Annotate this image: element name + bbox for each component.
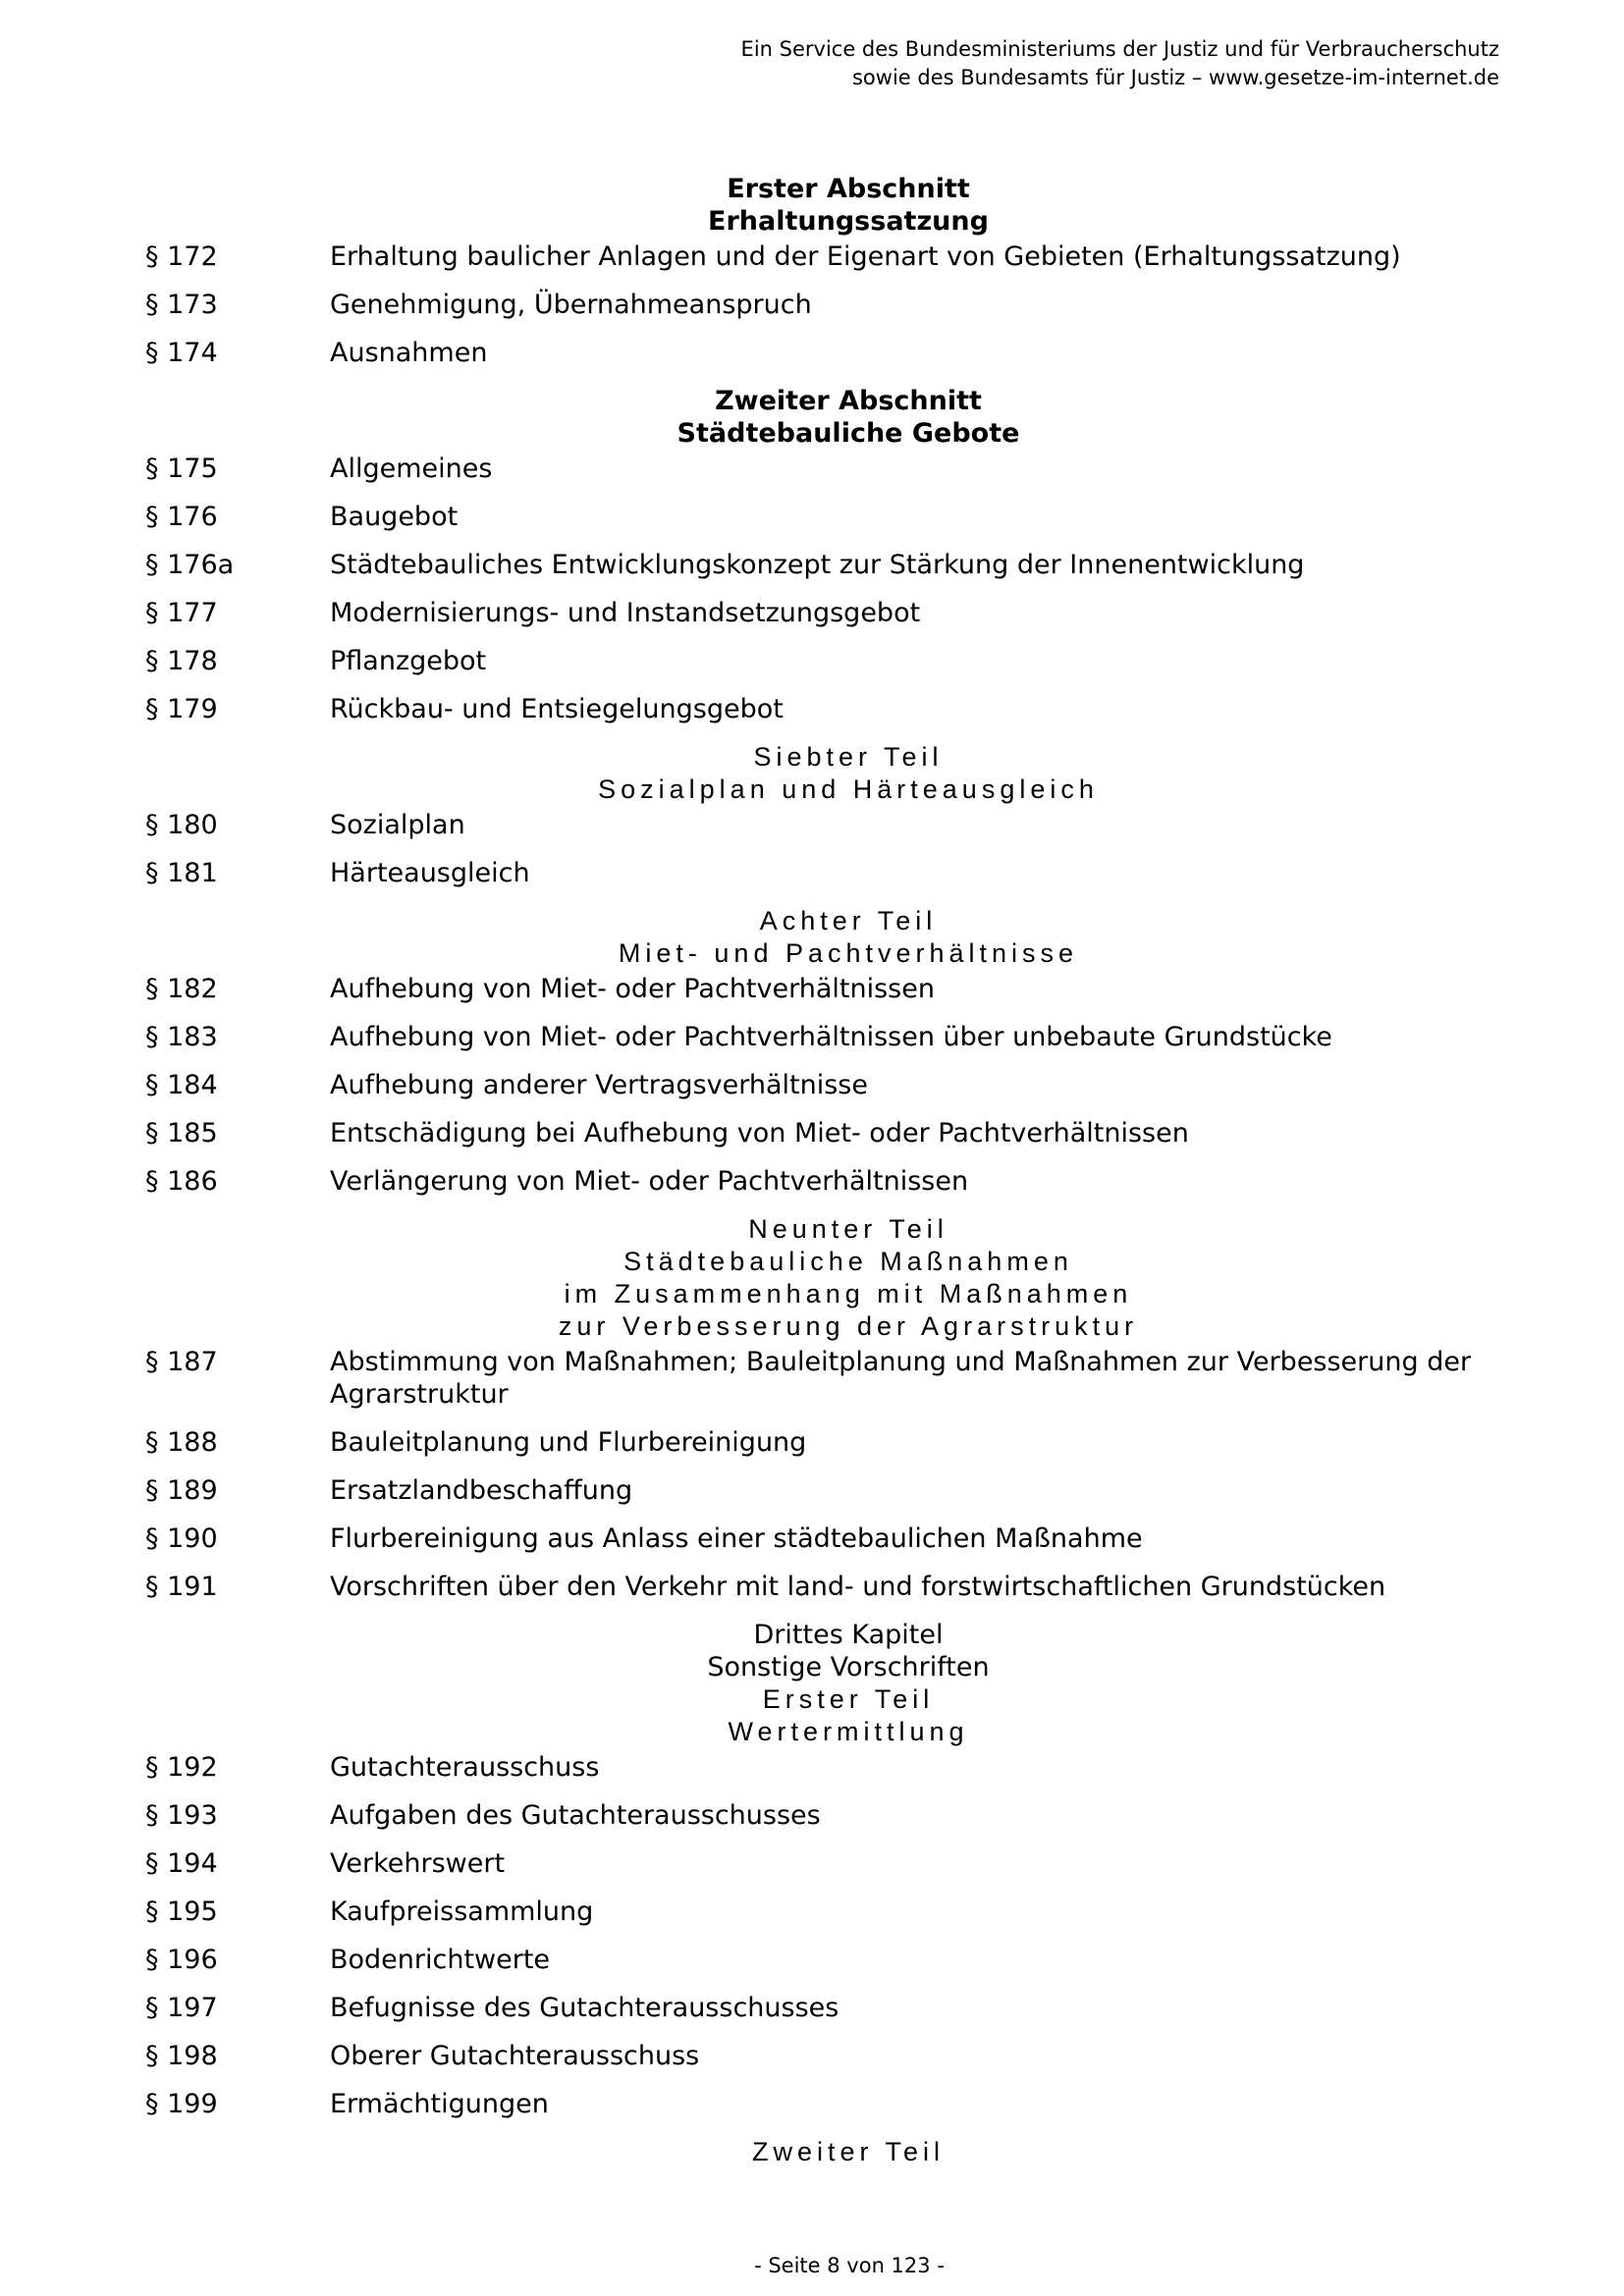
toc-entry[interactable]: [145, 2088, 1551, 2120]
toc-section: [145, 905, 1551, 1198]
paragraph-number: § 196: [145, 1945, 218, 1975]
paragraph-title: Aufgaben des Gutachterausschusses: [330, 1800, 821, 1831]
toc-section: [145, 173, 1551, 369]
toc-entry[interactable]: [145, 1165, 1551, 1198]
paragraph-title: Befugnisse des Gutachterausschusses: [330, 1993, 839, 2023]
paragraph-number: § 195: [145, 1896, 218, 1927]
paragraph-number: § 193: [145, 1800, 218, 1831]
paragraph-title: Verkehrswert: [330, 1848, 506, 1879]
toc-entry[interactable]: [145, 337, 1551, 369]
toc-section: [145, 741, 1551, 889]
paragraph-title: Aufhebung anderer Vertragsverhältnisse: [330, 1070, 868, 1100]
paragraph-title: Ermächtigungen: [330, 2089, 549, 2119]
toc-entry[interactable]: [145, 1522, 1551, 1555]
toc-entry[interactable]: [145, 645, 1551, 677]
paragraph-number: § 198: [145, 2041, 218, 2071]
toc-section: [145, 2136, 1551, 2168]
section-heading: Miet- und Pachtverhältnisse: [618, 938, 1079, 968]
paragraph-number: § 178: [145, 646, 218, 676]
paragraph-number: § 186: [145, 1166, 218, 1197]
paragraph-number: § 199: [145, 2089, 218, 2119]
paragraph-title: Vorschriften über den Verkehr mit land- und forstwirtschaftlichen Grundstücken: [330, 1572, 1386, 1602]
paragraph-title: Ersatzlandbeschaffung: [330, 1475, 633, 1506]
section-heading: Erster Teil: [762, 1684, 935, 1714]
paragraph-title: Entschädigung bei Aufhebung von Miet- oder Pachtverhältnissen: [330, 1118, 1189, 1148]
paragraph-number: § 179: [145, 694, 218, 724]
paragraph-number: § 190: [145, 1523, 218, 1554]
paragraph-number: § 189: [145, 1475, 218, 1506]
paragraph-number: § 185: [145, 1118, 218, 1148]
paragraph-title: Ausnahmen: [330, 338, 488, 368]
section-heading: im Zusammenhang mit Maßnahmen: [564, 1279, 1133, 1308]
header-line-1: Ein Service des Bundesministeriums der Justiz und für Verbraucherschutz: [740, 37, 1499, 61]
section-heading: Wertermittlung: [728, 1717, 969, 1746]
toc-entry[interactable]: [145, 1896, 1551, 1928]
toc-entry[interactable]: [145, 1069, 1551, 1101]
toc-entry[interactable]: [145, 1944, 1551, 1976]
paragraph-title: Aufhebung von Miet- oder Pachtverhältnissen: [330, 974, 935, 1004]
section-heading: Zweiter Teil: [751, 2137, 946, 2166]
paragraph-title: Pflanzgebot: [330, 646, 487, 676]
paragraph-number: § 183: [145, 1022, 218, 1052]
paragraph-number: § 177: [145, 598, 218, 628]
paragraph-number: § 188: [145, 1427, 218, 1458]
paragraph-title: Genehmigung, Übernahmeanspruch: [330, 290, 812, 320]
section-heading: Zweiter Abschnitt: [715, 386, 982, 416]
toc-entry[interactable]: [145, 1799, 1551, 1832]
section-heading: Sonstige Vorschriften: [707, 1652, 990, 1682]
paragraph-title: Verlängerung von Miet- oder Pachtverhältnissen: [330, 1166, 969, 1197]
section-heading: Drittes Kapitel: [753, 1620, 944, 1650]
toc-entry[interactable]: [145, 240, 1551, 273]
toc-entry[interactable]: [145, 1474, 1551, 1507]
toc-entry[interactable]: [145, 289, 1551, 321]
toc-entry[interactable]: [145, 1751, 1551, 1784]
paragraph-number: § 175: [145, 454, 218, 484]
paragraph-number: § 174: [145, 338, 218, 368]
toc-section: [145, 1213, 1551, 1603]
toc-entry[interactable]: [145, 693, 1551, 725]
paragraph-title: Abstimmung von Maßnahmen; Bauleitplanung und Maßnahmen zur Verbesserung der Agrarstruktur: [330, 1347, 1472, 1410]
paragraph-number: § 176: [145, 502, 218, 532]
paragraph-title: Modernisierungs- und Instandsetzungsgebot: [330, 598, 921, 628]
paragraph-title: Bauleitplanung und Flurbereinigung: [330, 1427, 807, 1458]
toc-section: [145, 1619, 1551, 2120]
toc-entry[interactable]: [145, 973, 1551, 1005]
page-number: - Seite 8 von 123 -: [754, 2254, 945, 2277]
toc-entry[interactable]: [145, 1992, 1551, 2024]
paragraph-title: Allgemeines: [330, 454, 493, 484]
paragraph-title: Flurbereinigung aus Anlass einer städtebaulichen Maßnahme: [330, 1523, 1143, 1554]
section-heading: Sozialplan und Härteausgleich: [598, 774, 1099, 804]
paragraph-number: § 194: [145, 1848, 218, 1879]
toc-entry[interactable]: [145, 1346, 1551, 1411]
paragraph-title: Oberer Gutachterausschuss: [330, 2041, 700, 2071]
paragraph-number: § 181: [145, 858, 218, 888]
toc-entry[interactable]: [145, 1847, 1551, 1880]
paragraph-number: § 180: [145, 810, 218, 840]
toc-entry[interactable]: [145, 809, 1551, 841]
paragraph-title: Bodenrichtwerte: [330, 1945, 551, 1975]
toc-entry[interactable]: [145, 857, 1551, 889]
paragraph-number: § 184: [145, 1070, 218, 1100]
table-of-contents: [145, 173, 1551, 2168]
section-heading: Siebter Teil: [753, 742, 944, 772]
toc-section: [145, 385, 1551, 725]
paragraph-number: § 182: [145, 974, 218, 1004]
section-heading: Erhaltungssatzung: [708, 206, 989, 237]
paragraph-title: Erhaltung baulicher Anlagen und der Eigenart von Gebieten (Erhaltungssatzung): [330, 241, 1401, 272]
paragraph-number: § 191: [145, 1572, 218, 1602]
page-header: [741, 35, 1499, 92]
paragraph-number: § 187: [145, 1347, 218, 1377]
toc-entry[interactable]: [145, 2040, 1551, 2072]
toc-entry[interactable]: [145, 1117, 1551, 1149]
toc-entry[interactable]: [145, 453, 1551, 485]
paragraph-number: § 173: [145, 290, 218, 320]
toc-entry[interactable]: [145, 1571, 1551, 1603]
paragraph-title: Rückbau- und Entsiegelungsgebot: [330, 694, 784, 724]
section-heading: Städtebauliche Gebote: [677, 418, 1020, 449]
section-heading: Erster Abschnitt: [727, 174, 970, 204]
toc-entry[interactable]: [145, 1021, 1551, 1053]
paragraph-number: § 172: [145, 241, 218, 272]
section-heading: Neunter Teil: [748, 1214, 948, 1244]
paragraph-number: § 192: [145, 1752, 218, 1783]
paragraph-title: Baugebot: [330, 502, 459, 532]
toc-entry[interactable]: [145, 501, 1551, 533]
paragraph-title: Kaufpreissammlung: [330, 1896, 594, 1927]
toc-entry[interactable]: [145, 1426, 1551, 1459]
paragraph-title: Städtebauliches Entwicklungskonzept zur Stärkung der Innenentwicklung: [330, 550, 1305, 580]
header-line-2: sowie des Bundesamts für Justiz – www.gesetze-im-internet.de: [851, 66, 1499, 89]
paragraph-title: Sozialplan: [330, 810, 465, 840]
section-heading: zur Verbesserung der Agrarstruktur: [558, 1311, 1139, 1341]
paragraph-title: Härteausgleich: [330, 858, 530, 888]
section-heading: Städtebauliche Maßnahmen: [623, 1247, 1073, 1276]
paragraph-number: § 197: [145, 1993, 218, 2023]
section-heading: Achter Teil: [759, 906, 938, 935]
paragraph-title: Aufhebung von Miet- oder Pachtverhältnissen über unbebaute Grundstücke: [330, 1022, 1332, 1052]
paragraph-number: § 176a: [145, 550, 235, 580]
toc-entry[interactable]: [145, 549, 1551, 581]
toc-entry[interactable]: [145, 597, 1551, 629]
paragraph-title: Gutachterausschuss: [330, 1752, 600, 1783]
